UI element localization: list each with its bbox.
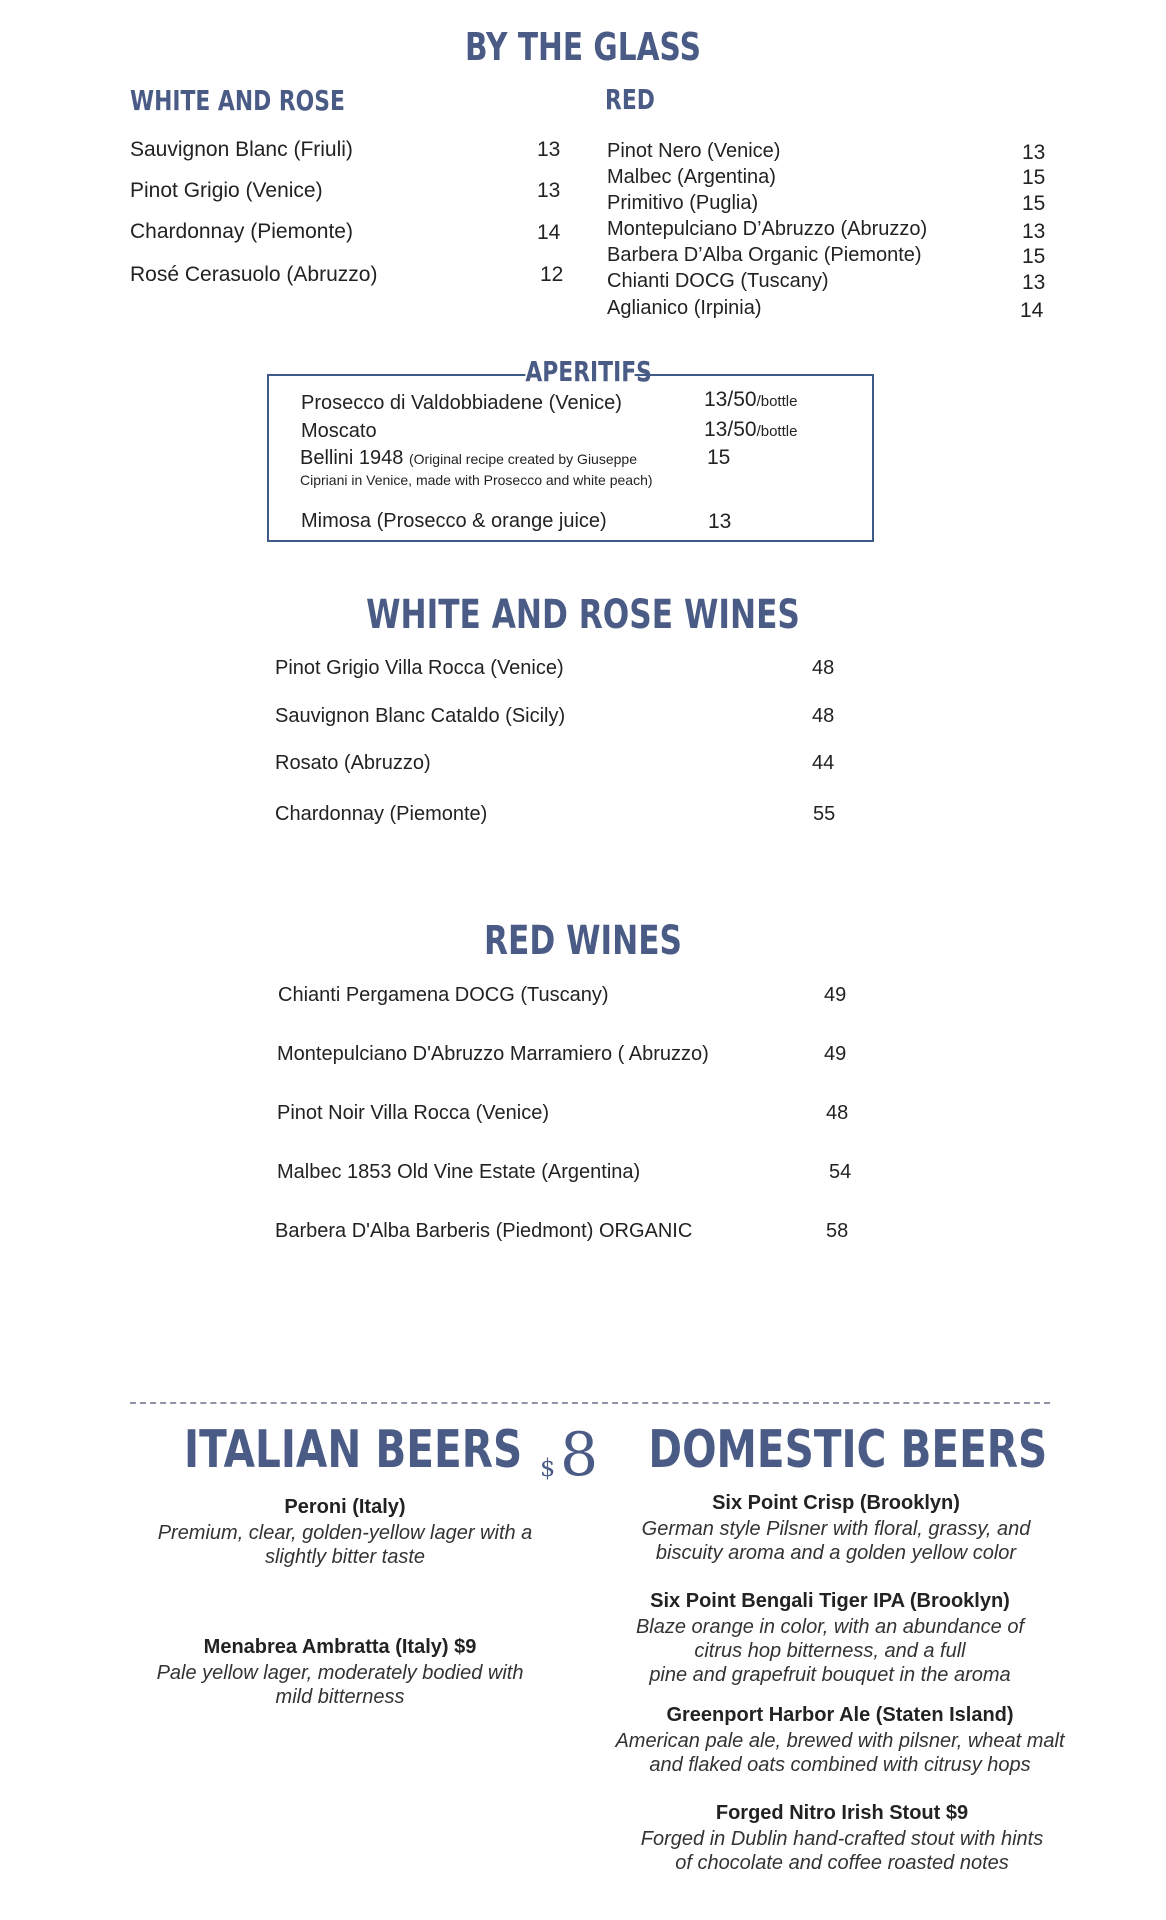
desc-line: German style Pilsner with floral, grassy, and [641,1518,1031,1540]
aperitif-price-unit: /bottle [756,393,798,410]
desc-line: pine and grapefruit bouquet in the aroma [649,1664,1011,1686]
desc-line: of chocolate and coffee roasted notes [675,1852,1009,1874]
domestic-beers-heading: DOMESTIC BEERS [648,1420,1048,1480]
white-wine-price: 55 [813,803,836,825]
glass-red-item: Pinot Nero (Venice) [607,140,781,162]
red-wine-price: 49 [824,1043,847,1065]
white-wine-item: Pinot Grigio Villa Rocca (Venice) [275,657,564,679]
domestic-beer-name: Forged Nitro Irish Stout $9 [715,1802,969,1824]
desc-line: Blaze orange in color, with an abundance of [635,1616,1025,1638]
domestic-beer-desc [606,1517,1066,1565]
glass-red-price: 13 [1022,220,1046,243]
glass-red-item: Malbec (Argentina) [607,166,776,188]
glass-red-item: Barbera D’Alba Organic (Piemonte) [607,244,922,266]
red-wine-price: 48 [826,1102,849,1124]
glass-red-item: Montepulciano D’Abruzzo (Abruzzo) [607,218,928,240]
desc-line: slightly bitter taste [264,1546,426,1568]
desc-line: American pale ale, brewed with pilsner, wheat malt [615,1730,1065,1752]
aperitif-price [704,418,797,442]
glass-red-item: Chianti DOCG (Tuscany) [607,270,829,292]
white-wine-price: 44 [812,752,835,774]
glass-white-price: 12 [540,263,564,286]
aperitif-note: (Original recipe created by Giuseppe [408,451,637,467]
glass-red-price: 15 [1022,166,1046,189]
aperitif-item: Moscato [301,420,377,442]
aperitif-price-unit: /bottle [756,423,798,440]
desc-line: Forged in Dublin hand-crafted stout with hints [640,1828,1044,1850]
white-wine-item: Rosato (Abruzzo) [275,752,431,774]
glass-red-price: 15 [1022,245,1046,268]
domestic-beer-name: Six Point Bengali Tiger IPA (Brooklyn) [650,1590,1010,1612]
beer-price-dollar: $ [540,1454,556,1482]
desc-line: mild bitterness [275,1686,405,1708]
domestic-beer-desc [600,1615,1060,1687]
glass-red-item: Primitivo (Puglia) [607,192,759,214]
domestic-beer-desc [590,1729,1090,1777]
italian-beer-desc [120,1661,560,1709]
desc-line: citrus hop bitterness, and a full [694,1640,966,1662]
red-wine-item: Barbera D'Alba Barberis (Piedmont) ORGANIC [275,1220,693,1242]
desc-line: biscuity aroma and a golden yellow color [655,1542,1017,1564]
glass-red-item: Aglianico (Irpinia) [607,297,762,319]
glass-red-price: 14 [1020,299,1044,322]
italian-beer-name: Menabrea Ambratta (Italy) $9 [203,1636,477,1658]
italian-beer-name: Peroni (Italy) [284,1496,406,1518]
white-wine-price: 48 [812,657,835,679]
white-rose-glass-heading: WHITE AND ROSE [130,84,345,117]
glass-white-price: 13 [537,179,561,202]
section-divider [130,1402,1050,1404]
aperitif-item [300,447,637,470]
red-wine-item: Montepulciano D'Abruzzo Marramiero ( Abruzzo) [277,1043,709,1065]
domestic-beer-name: Greenport Harbor Ale (Staten Island) [666,1704,1014,1726]
glass-white-price: 13 [537,138,561,161]
aperitif-price: 15 [707,446,731,469]
aperitif-name: Bellini 1948 [300,447,404,469]
aperitif-price [704,388,797,412]
aperitif-item: Prosecco di Valdobbiadene (Venice) [301,392,622,414]
beer-price-number: 8 [560,1420,599,1490]
aperitif-price-value: 13/50 [704,388,757,411]
red-wine-item: Chianti Pergamena DOCG (Tuscany) [278,984,609,1006]
white-wine-price: 48 [812,705,835,727]
white-rose-wines-heading: WHITE AND ROSE WINES [366,592,800,638]
domestic-beer-desc [612,1827,1072,1875]
white-wine-item: Chardonnay (Piemonte) [275,803,488,825]
glass-white-item: Sauvignon Blanc (Friuli) [130,138,353,161]
glass-white-item: Chardonnay (Piemonte) [130,220,353,243]
red-glass-heading: RED [605,83,655,116]
domestic-beer-name: Six Point Crisp (Brooklyn) [712,1492,960,1514]
by-the-glass-heading: BY THE GLASS [465,25,701,69]
glass-white-price: 14 [537,221,561,244]
red-wines-heading: RED WINES [483,918,683,964]
white-wine-item: Sauvignon Blanc Cataldo (Sicily) [275,705,566,727]
beer-price-badge [538,1420,618,1490]
glass-white-item: Rosé Cerasuolo (Abruzzo) [130,263,378,286]
glass-red-price: 15 [1022,192,1046,215]
red-wine-price: 49 [824,984,847,1006]
red-wine-price: 58 [826,1220,849,1242]
desc-line: Premium, clear, golden-yellow lager with a [157,1522,533,1544]
aperitif-item: Mimosa (Prosecco & orange juice) [301,510,607,532]
desc-line: Pale yellow lager, moderately bodied with [156,1662,524,1684]
aperitif-note: Cipriani in Venice, made with Prosecco and white peach) [300,472,653,488]
aperitifs-heading: APERITIFS [525,355,652,388]
glass-red-price: 13 [1022,271,1046,294]
red-wine-price: 54 [829,1161,852,1183]
red-wine-item: Malbec 1853 Old Vine Estate (Argentina) [277,1161,641,1183]
red-wine-item: Pinot Noir Villa Rocca (Venice) [277,1102,549,1124]
aperitif-price-value: 13/50 [704,418,757,441]
aperitif-price: 13 [708,510,732,533]
italian-beers-heading: ITALIAN BEERS [184,1420,523,1480]
glass-red-price: 13 [1022,141,1046,164]
glass-white-item: Pinot Grigio (Venice) [130,179,323,202]
italian-beer-desc [125,1521,565,1569]
desc-line: and flaked oats combined with citrusy hops [649,1754,1031,1776]
